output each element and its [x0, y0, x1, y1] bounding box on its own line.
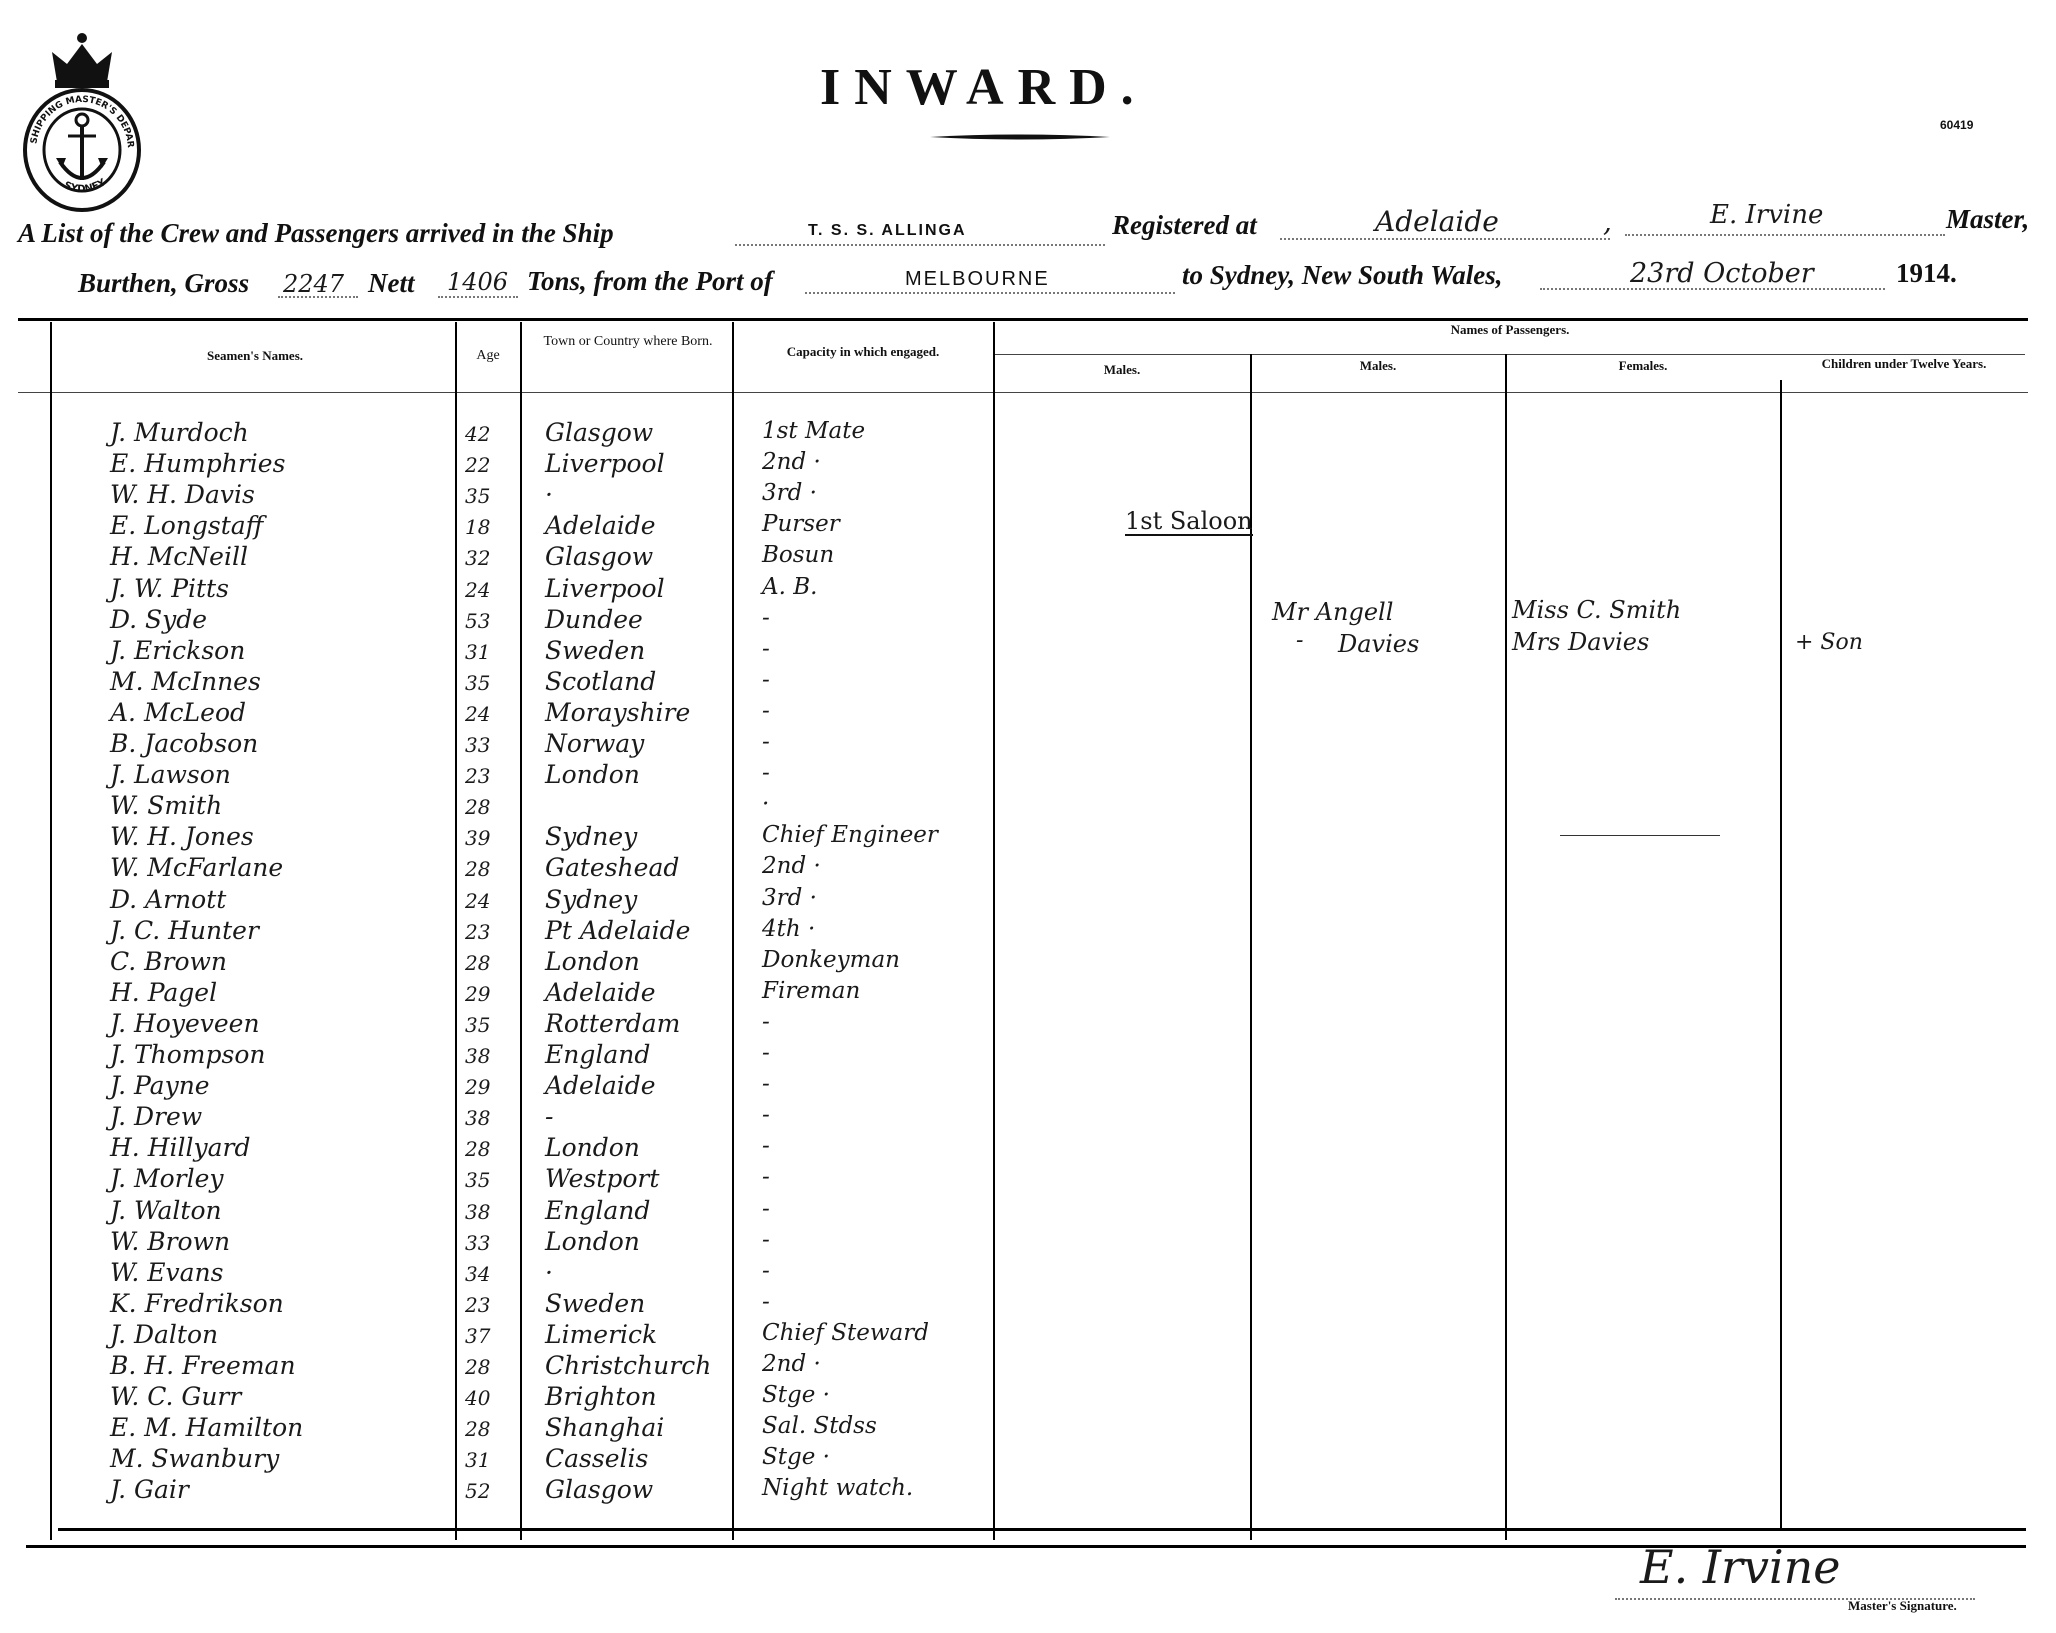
header-line1-label: A List of the Crew and Passengers arrived in the Ship	[18, 218, 614, 248]
crew-age: 28	[465, 795, 491, 819]
crew-age: 18	[465, 515, 491, 539]
master-signature: E. Irvine	[1640, 1540, 1841, 1594]
page-title: INWARD.	[820, 59, 1148, 116]
svg-text:SHIPPING MASTER'S DEPARTMENT: SHIPPING MASTER'S DEPAR	[29, 94, 135, 148]
crew-row	[0, 1102, 2056, 1133]
crew-name: H. McNeill	[110, 542, 248, 571]
crew-row	[0, 916, 2056, 947]
crew-row	[0, 511, 2056, 542]
nett-dotted-line	[438, 296, 518, 298]
crew-row	[0, 698, 2056, 729]
crew-capacity: Purser	[762, 511, 840, 537]
crew-age: 35	[465, 1168, 491, 1192]
crew-town: Liverpool	[545, 574, 665, 603]
gross-tonnage: 2247	[283, 270, 345, 298]
passenger-female-1: Miss C. Smith	[1512, 596, 1682, 624]
crew-town: Adelaide	[545, 511, 656, 540]
crew-name: B. Jacobson	[110, 729, 259, 758]
master-name: E. Irvine	[1710, 200, 1824, 230]
crew-age: 24	[465, 578, 491, 602]
to-sydney-label: to Sydney, New South Wales,	[1182, 260, 1503, 290]
crew-capacity: 2nd ·	[762, 853, 821, 879]
crew-age: 22	[465, 453, 491, 477]
crew-age: 37	[465, 1324, 491, 1348]
col-header-children: Children under Twelve Years.	[1821, 356, 1987, 371]
crew-name: W. Evans	[110, 1258, 224, 1287]
crew-name: J. Thompson	[110, 1040, 266, 1069]
crew-town: Dundee	[545, 605, 643, 634]
crew-capacity: 4th ·	[762, 916, 816, 942]
crew-town: Glasgow	[545, 1475, 654, 1504]
col-header-age: Age	[476, 348, 500, 363]
crew-row	[0, 1444, 2056, 1475]
crew-town: Casselis	[545, 1444, 649, 1473]
crew-row	[0, 1040, 2056, 1071]
crew-row	[0, 760, 2056, 791]
crew-age: 23	[465, 1293, 491, 1317]
crew-capacity: ·	[762, 791, 770, 817]
crew-age: 29	[465, 982, 491, 1006]
crew-town: Morayshire	[545, 698, 691, 727]
passenger-male-1: Mr Angell	[1272, 598, 1394, 626]
crew-capacity: Donkeyman	[762, 947, 900, 973]
crew-row	[0, 418, 2056, 449]
crew-capacity: -	[762, 1258, 770, 1284]
crew-row	[0, 574, 2056, 605]
crew-capacity: 1st Mate	[762, 418, 866, 444]
crew-capacity: A. B.	[762, 574, 818, 600]
crew-row	[0, 1164, 2056, 1195]
crew-age: 29	[465, 1075, 491, 1099]
passenger-female-2: Mrs Davies	[1512, 628, 1650, 656]
crew-capacity: -	[762, 1071, 770, 1097]
registered-dotted-line	[1280, 238, 1610, 240]
crew-name: J. Erickson	[110, 636, 246, 665]
crew-capacity: Fireman	[762, 978, 861, 1004]
crew-age: 23	[465, 764, 491, 788]
crew-capacity: 3rd ·	[762, 885, 817, 911]
crew-name: C. Brown	[110, 947, 228, 976]
from-port-dotted-line	[805, 292, 1175, 294]
crew-age: 28	[465, 951, 491, 975]
crew-row	[0, 605, 2056, 636]
crew-town: London	[545, 760, 640, 789]
crew-capacity: Night watch.	[762, 1475, 914, 1501]
crew-name: D. Arnott	[110, 885, 227, 914]
crew-capacity: Stge ·	[762, 1382, 830, 1408]
crew-town: Limerick	[545, 1320, 658, 1349]
crew-capacity: -	[762, 1289, 770, 1315]
col-header-names: Seamen's Names.	[206, 348, 304, 363]
crew-name: J. Lawson	[110, 760, 231, 789]
crew-name: H. Hillyard	[110, 1133, 251, 1162]
ship-name: T. S. S. ALLINGA	[808, 222, 967, 239]
crew-row	[0, 1289, 2056, 1320]
crew-age: 33	[465, 733, 491, 757]
crew-row	[0, 1382, 2056, 1413]
crew-town: Pt Adelaide	[545, 916, 691, 945]
crew-row	[0, 667, 2056, 698]
crew-capacity: Chief Steward	[762, 1320, 929, 1346]
registered-port: Adelaide	[1375, 205, 1499, 238]
crew-capacity: -	[762, 1227, 770, 1253]
crew-town: ·	[545, 480, 553, 509]
crew-name: K. Fredrikson	[110, 1289, 284, 1318]
crew-row	[0, 1071, 2056, 1102]
crew-row	[0, 822, 2056, 853]
col-header-passengers: Names of Passengers.	[1450, 322, 1570, 337]
crew-town: Sydney	[545, 822, 638, 851]
crew-name: J. Dalton	[110, 1320, 219, 1349]
crew-row	[0, 1258, 2056, 1289]
from-port-label: Tons, from the Port of	[527, 266, 773, 296]
col-header-town: Town or Country where Born.	[543, 334, 713, 349]
crew-name: J. W. Pitts	[110, 574, 229, 603]
crew-capacity: -	[762, 1133, 770, 1159]
crew-name: W. Smith	[110, 791, 223, 820]
crew-row	[0, 947, 2056, 978]
crew-row	[0, 480, 2056, 511]
crew-town: -	[545, 1102, 554, 1131]
crew-age: 31	[465, 640, 491, 664]
crew-capacity: -	[762, 1040, 770, 1066]
nett-tonnage: 1406	[447, 268, 509, 296]
crew-capacity: 3rd ·	[762, 480, 817, 506]
nett-label: Nett	[368, 268, 415, 298]
crew-town: Christchurch	[545, 1351, 712, 1380]
crew-town: Westport	[545, 1164, 660, 1193]
passengers-subheader-rule	[995, 354, 2025, 355]
crew-row	[0, 1227, 2056, 1258]
crew-age: 42	[465, 422, 491, 446]
passenger-child-1: + Son	[1795, 630, 1863, 655]
crew-age: 35	[465, 671, 491, 695]
crew-capacity: -	[762, 1009, 770, 1035]
crew-row	[0, 978, 2056, 1009]
crew-name: E. Humphries	[110, 449, 286, 478]
crew-age: 28	[465, 1417, 491, 1441]
crew-age: 24	[465, 889, 491, 913]
crew-town: Sweden	[545, 636, 646, 665]
crew-age: 40	[465, 1386, 491, 1410]
crew-age: 28	[465, 1137, 491, 1161]
crew-town: Adelaide	[545, 978, 656, 1007]
crew-row	[0, 791, 2056, 822]
crew-age: 23	[465, 920, 491, 944]
crew-age: 32	[465, 546, 491, 570]
crew-age: 35	[465, 1013, 491, 1037]
crew-town: Brighton	[545, 1382, 657, 1411]
crew-town: Sydney	[545, 885, 638, 914]
crew-capacity: Chief Engineer	[762, 822, 938, 848]
crew-row	[0, 542, 2056, 573]
crew-capacity: -	[762, 698, 770, 724]
crew-name: E. Longstaff	[110, 511, 264, 540]
crew-age: 38	[465, 1044, 491, 1068]
crew-town: Sweden	[545, 1289, 646, 1318]
crew-row	[0, 1133, 2056, 1164]
ship-name-dotted-line	[735, 244, 1105, 246]
crew-age: 39	[465, 826, 491, 850]
table-bottom-rule	[58, 1528, 2026, 1531]
arrival-year: 1914.	[1896, 258, 1957, 288]
svg-text:SYDNEY: SYDNEY	[62, 177, 108, 196]
table-top-rule	[18, 318, 2028, 321]
crew-row	[0, 1196, 2056, 1227]
crew-name: J. Murdoch	[110, 418, 249, 447]
crew-capacity: -	[762, 1164, 770, 1190]
arrival-date: 23rd October	[1630, 258, 1814, 289]
crew-town: Glasgow	[545, 542, 654, 571]
crew-town: England	[545, 1196, 651, 1225]
crew-town: Shanghai	[545, 1413, 665, 1442]
crew-name: J. Drew	[110, 1102, 203, 1131]
crew-row	[0, 853, 2056, 884]
title-underline-ornament	[930, 126, 1110, 134]
crew-age: 52	[465, 1479, 491, 1503]
crew-town: Norway	[545, 729, 645, 758]
crew-capacity: 2nd ·	[762, 449, 821, 475]
crew-name: J. Payne	[110, 1071, 210, 1100]
crew-town: ·	[545, 1258, 553, 1287]
header-bottom-rule	[18, 392, 2028, 393]
crew-name: M. McInnes	[110, 667, 261, 696]
passenger-male-2: Davies	[1338, 630, 1420, 658]
col-header-capacity: Capacity in which engaged.	[786, 344, 940, 359]
crew-town: England	[545, 1040, 651, 1069]
crew-name: B. H. Freeman	[110, 1351, 296, 1380]
signature-label: Master's Signature.	[1848, 1598, 1957, 1613]
crew-town: Liverpool	[545, 449, 665, 478]
col-header-females: Females.	[1618, 358, 1668, 373]
crew-name: H. Pagel	[110, 978, 218, 1007]
crew-row	[0, 449, 2056, 480]
crew-age: 28	[465, 1355, 491, 1379]
col-header-males-2: Males.	[1359, 358, 1397, 373]
crew-row	[0, 1351, 2056, 1382]
crew-row	[0, 1320, 2056, 1351]
crew-row	[0, 1413, 2056, 1444]
crew-name: M. Swanbury	[110, 1444, 280, 1473]
master-dotted-line	[1625, 234, 1945, 236]
crew-name: E. M. Hamilton	[110, 1413, 304, 1442]
crew-name: W. C. Gurr	[110, 1382, 242, 1411]
crew-capacity: -	[762, 729, 770, 755]
col-header-males-1: Males.	[1103, 362, 1141, 377]
crew-age: 53	[465, 609, 491, 633]
from-port: MELBOURNE	[905, 268, 1050, 290]
crew-name: W. McFarlane	[110, 853, 284, 882]
crew-age: 28	[465, 857, 491, 881]
crew-capacity: -	[762, 1196, 770, 1222]
master-label: Master,	[1946, 204, 2030, 234]
crew-capacity: -	[762, 605, 770, 631]
crew-age: 31	[465, 1448, 491, 1472]
crew-name: J. C. Hunter	[110, 916, 259, 945]
crew-capacity: -	[762, 1102, 770, 1128]
crew-row	[0, 636, 2056, 667]
saloon-note: 1st Saloon	[1125, 507, 1253, 535]
crew-town: Gateshead	[545, 853, 680, 882]
crew-name: W. H. Jones	[110, 822, 254, 851]
crew-capacity: 2nd ·	[762, 1351, 821, 1377]
crew-name: J. Morley	[110, 1164, 224, 1193]
crew-capacity: Stge ·	[762, 1444, 830, 1470]
crew-row	[0, 729, 2056, 760]
crew-town: Adelaide	[545, 1071, 656, 1100]
crew-capacity: Bosun	[762, 542, 835, 568]
crew-name: J. Walton	[110, 1196, 222, 1225]
shipping-master-seal	[22, 22, 142, 212]
crew-capacity: -	[762, 760, 770, 786]
crew-town: Rotterdam	[545, 1009, 681, 1038]
crew-town: London	[545, 1133, 640, 1162]
crew-town: Scotland	[545, 667, 657, 696]
crew-name: W. Brown	[110, 1227, 231, 1256]
crew-age: 34	[465, 1262, 491, 1286]
crew-capacity: -	[762, 636, 770, 662]
seal-crown-anchor-icon	[22, 22, 142, 212]
crew-name: J. Hoyeveen	[110, 1009, 260, 1038]
crew-name: W. H. Davis	[110, 480, 255, 509]
crew-age: 33	[465, 1231, 491, 1255]
burthen-label: Burthen, Gross	[78, 268, 250, 298]
crew-age: 24	[465, 702, 491, 726]
crew-town: London	[545, 947, 640, 976]
form-number: 60419	[1940, 118, 1974, 132]
registered-label: Registered at	[1112, 210, 1257, 240]
header-comma: ,	[1603, 205, 1612, 238]
crew-town: Glasgow	[545, 418, 654, 447]
crew-name: J. Gair	[110, 1475, 189, 1504]
crew-age: 35	[465, 484, 491, 508]
crew-row	[0, 885, 2056, 916]
crew-age: 38	[465, 1200, 491, 1224]
crew-capacity: -	[762, 667, 770, 693]
crew-name: D. Syde	[110, 605, 208, 634]
crew-name: A. McLeod	[110, 698, 246, 727]
crew-row	[0, 1009, 2056, 1040]
passenger-male-ditto: -	[1296, 628, 1304, 653]
females-end-rule	[1560, 835, 1720, 836]
crew-capacity: Sal. Stdss	[762, 1413, 877, 1439]
crew-town: London	[545, 1227, 640, 1256]
crew-age: 38	[465, 1106, 491, 1130]
crew-row	[0, 1475, 2056, 1506]
